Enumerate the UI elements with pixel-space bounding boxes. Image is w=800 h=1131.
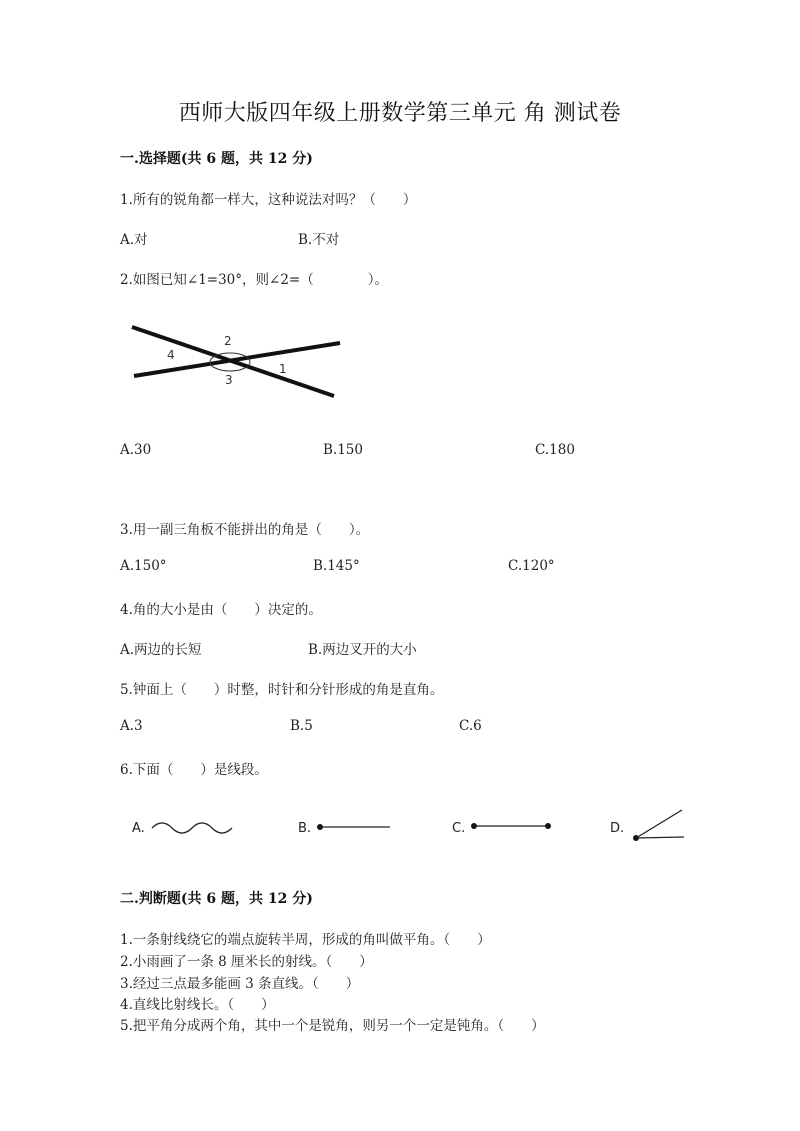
angle-label-3: 3 [225,373,233,387]
judgement-2: 2.小雨画了一条 8 厘米长的射线。（ ） [120,954,373,970]
angle-label-1: 1 [279,362,287,376]
judgement-3: 3.经过三点最多能画 3 条直线。（ ） [120,976,360,992]
judgement-1: 1.一条射线绕它的端点旋转半周，形成的角叫做平角。（ ） [120,932,491,948]
question-1: 1.所有的锐角都一样大，这种说法对吗？（ ） [120,192,417,208]
q5-option-a: A.3 [120,718,143,734]
intersecting-lines-figure [120,318,360,402]
q6-option-c-label: C. [452,821,466,836]
angle-label-2: 2 [224,334,232,348]
q5-option-b: B.5 [290,718,313,734]
q2-option-b: B.150 [323,442,363,458]
q1-option-b: B.不对 [298,232,340,248]
section1-heading: 一.选择题(共 6 题，共 12 分) [120,151,313,167]
q6-option-a-label: A. [132,821,145,836]
q5-option-c: C.6 [459,718,482,734]
q2-option-c: C.180 [535,442,575,458]
q6-option-b-label: B. [298,821,312,836]
angle-label-4: 4 [167,348,175,362]
section2-heading: 二.判断题(共 6 题，共 12 分) [120,891,313,907]
wavy-line [152,823,232,833]
judgement-5: 5.把平角分成两个角，其中一个是锐角，则另一个一定是钝角。（ ） [120,1018,545,1034]
line-b [134,343,340,376]
q4-option-a: A.两边的长短 [120,642,202,658]
q2-option-a: A.30 [120,442,152,458]
page-title: 西师大版四年级上册数学第三单元 角 测试卷 [178,101,622,126]
q6-option-d-label: D. [610,821,625,836]
q3-option-b: B.145° [313,558,360,574]
question-2: 2.如图已知∠1=30°，则∠2=（ ）。 [120,272,388,288]
question-5: 5.钟面上（ ）时整，时针和分针形成的角是直角。 [120,682,444,698]
q1-option-a: A.对 [120,232,148,248]
judgement-4: 4.直线比射线长。（ ） [120,997,275,1013]
q3-option-a: A.150° [120,558,167,574]
line-types-figure [120,806,695,846]
angle-side-upper [636,810,682,838]
angle-side-lower [636,837,684,838]
q3-option-c: C.120° [508,558,555,574]
segment-endpoint-right [545,823,551,829]
question-6: 6.下面（ ）是线段。 [120,762,268,778]
question-3: 3.用一副三角板不能拼出的角是（ ）。 [120,522,370,538]
question-4: 4.角的大小是由（ ）决定的。 [120,602,322,618]
q4-option-b: B.两边叉开的大小 [308,642,417,658]
